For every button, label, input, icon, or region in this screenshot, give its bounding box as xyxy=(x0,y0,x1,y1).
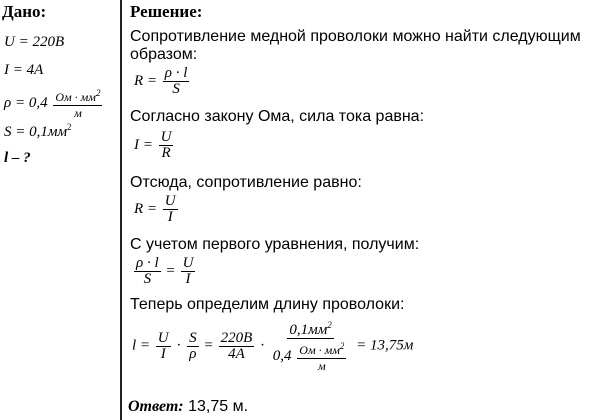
given-resistivity-num xyxy=(53,86,102,106)
formula-resistance-ohm-left: R = xyxy=(134,200,158,217)
formula-length-d-num-text: 0,1мм xyxy=(289,322,328,338)
formula-length-fraction-d xyxy=(271,318,351,374)
solution-line-2: образом: xyxy=(130,46,198,63)
formula-length-equals: = xyxy=(204,337,213,354)
solution-line-5: С учетом первого уравнения, получим: xyxy=(130,236,420,253)
formula-length-d-den-fraction xyxy=(297,339,346,374)
given-resistivity-num-sup: 2 xyxy=(95,88,101,98)
formula-length-left: l = xyxy=(132,337,151,354)
formula-combined-num-1: ρ · l xyxy=(136,255,159,271)
formula-length-b-den: ρ xyxy=(189,345,197,362)
formula-length-d-num-sup: 2 xyxy=(327,320,332,330)
given-resistivity-num-text: Ом · мм xyxy=(55,90,96,104)
formula-resistance-ohm-num: U xyxy=(164,193,176,209)
solution-line-6: Теперь определим длину проволоки: xyxy=(130,296,405,313)
formula-resistance-ohm-den: I xyxy=(167,209,173,225)
formula-length-d-num xyxy=(287,318,333,339)
formula-length-c-num: 220В xyxy=(220,329,253,346)
formula-combined xyxy=(132,256,197,287)
solution-line-4: Отсюда, сопротивление равно: xyxy=(130,174,362,191)
formula-length-dot: · xyxy=(176,337,182,354)
given-resistivity-prefix: ρ = 0,4 xyxy=(4,94,48,111)
given-header: Дано: xyxy=(2,2,47,21)
formula-resistance-left: R = xyxy=(134,72,158,89)
formula-ohm xyxy=(134,130,175,161)
given-area xyxy=(4,122,72,141)
formula-resistance-ohm xyxy=(134,194,180,225)
formula-ohm-left: I = xyxy=(134,136,153,153)
formula-ohm-fraction xyxy=(159,130,174,161)
formula-length-a-num: U xyxy=(157,329,169,346)
formula-combined-num-2: U xyxy=(182,255,194,271)
formula-combined-den-2: I xyxy=(185,271,191,287)
formula-resistance xyxy=(134,66,191,97)
formula-length xyxy=(132,318,413,374)
formula-length-result: = 13,75м xyxy=(356,337,414,354)
solution-header: Решение: xyxy=(130,2,203,21)
formula-resistance-den: S xyxy=(172,81,180,97)
formula-combined-fraction-1 xyxy=(134,256,161,287)
formula-ohm-den: R xyxy=(161,145,171,161)
solution-line-3: Согласно закону Ома, сила тока равна: xyxy=(130,108,425,125)
formula-length-fraction-b xyxy=(187,331,199,362)
formula-resistance-fraction xyxy=(163,66,190,97)
answer-label: Ответ: xyxy=(128,398,184,415)
given-voltage xyxy=(4,34,64,51)
formula-resistance-ohm-fraction xyxy=(163,194,178,225)
formula-length-fraction-c xyxy=(219,331,255,362)
formula-length-d-den-num xyxy=(297,339,346,359)
answer-value: 13,75 м. xyxy=(188,398,249,415)
formula-length-b-num: S xyxy=(189,329,197,346)
formula-combined-den-1: S xyxy=(143,271,152,287)
formula-length-d-den-prefix: 0,4 xyxy=(272,347,292,364)
formula-length-a-den: I xyxy=(160,345,166,362)
answer xyxy=(128,398,248,416)
given-current-text: I = 4A xyxy=(4,62,44,78)
given-column xyxy=(0,0,118,420)
formula-length-d-den xyxy=(271,339,351,374)
solution-line-1: Сопротивление медной проволоки можно найти следующим xyxy=(130,28,581,45)
given-resistivity xyxy=(4,86,104,121)
given-current xyxy=(4,62,43,79)
formula-resistance-num: ρ · l xyxy=(164,65,188,81)
given-area-sup: 2 xyxy=(67,122,72,132)
given-unknown-text: l – ? xyxy=(4,150,31,166)
formula-ohm-num: U xyxy=(160,129,172,145)
formula-length-d-den-num-sup: 2 xyxy=(339,341,345,351)
given-unknown xyxy=(4,150,31,167)
formula-length-dot-2: · xyxy=(260,337,266,354)
given-area-text: S = 0,1мм xyxy=(4,124,68,140)
formula-length-c-den: 4A xyxy=(228,345,245,362)
formula-combined-fraction-2 xyxy=(181,256,196,287)
given-resistivity-fraction xyxy=(53,86,102,121)
formula-length-d-den-den: м xyxy=(318,359,326,373)
solution-column xyxy=(128,0,596,420)
formula-combined-equals: = xyxy=(166,262,175,279)
column-divider xyxy=(120,0,122,420)
given-voltage-text: U = 220В xyxy=(4,34,65,50)
formula-length-d-den-num-text: Ом · мм xyxy=(299,343,340,357)
formula-length-fraction-a xyxy=(156,331,171,362)
given-resistivity-den: м xyxy=(74,106,82,120)
